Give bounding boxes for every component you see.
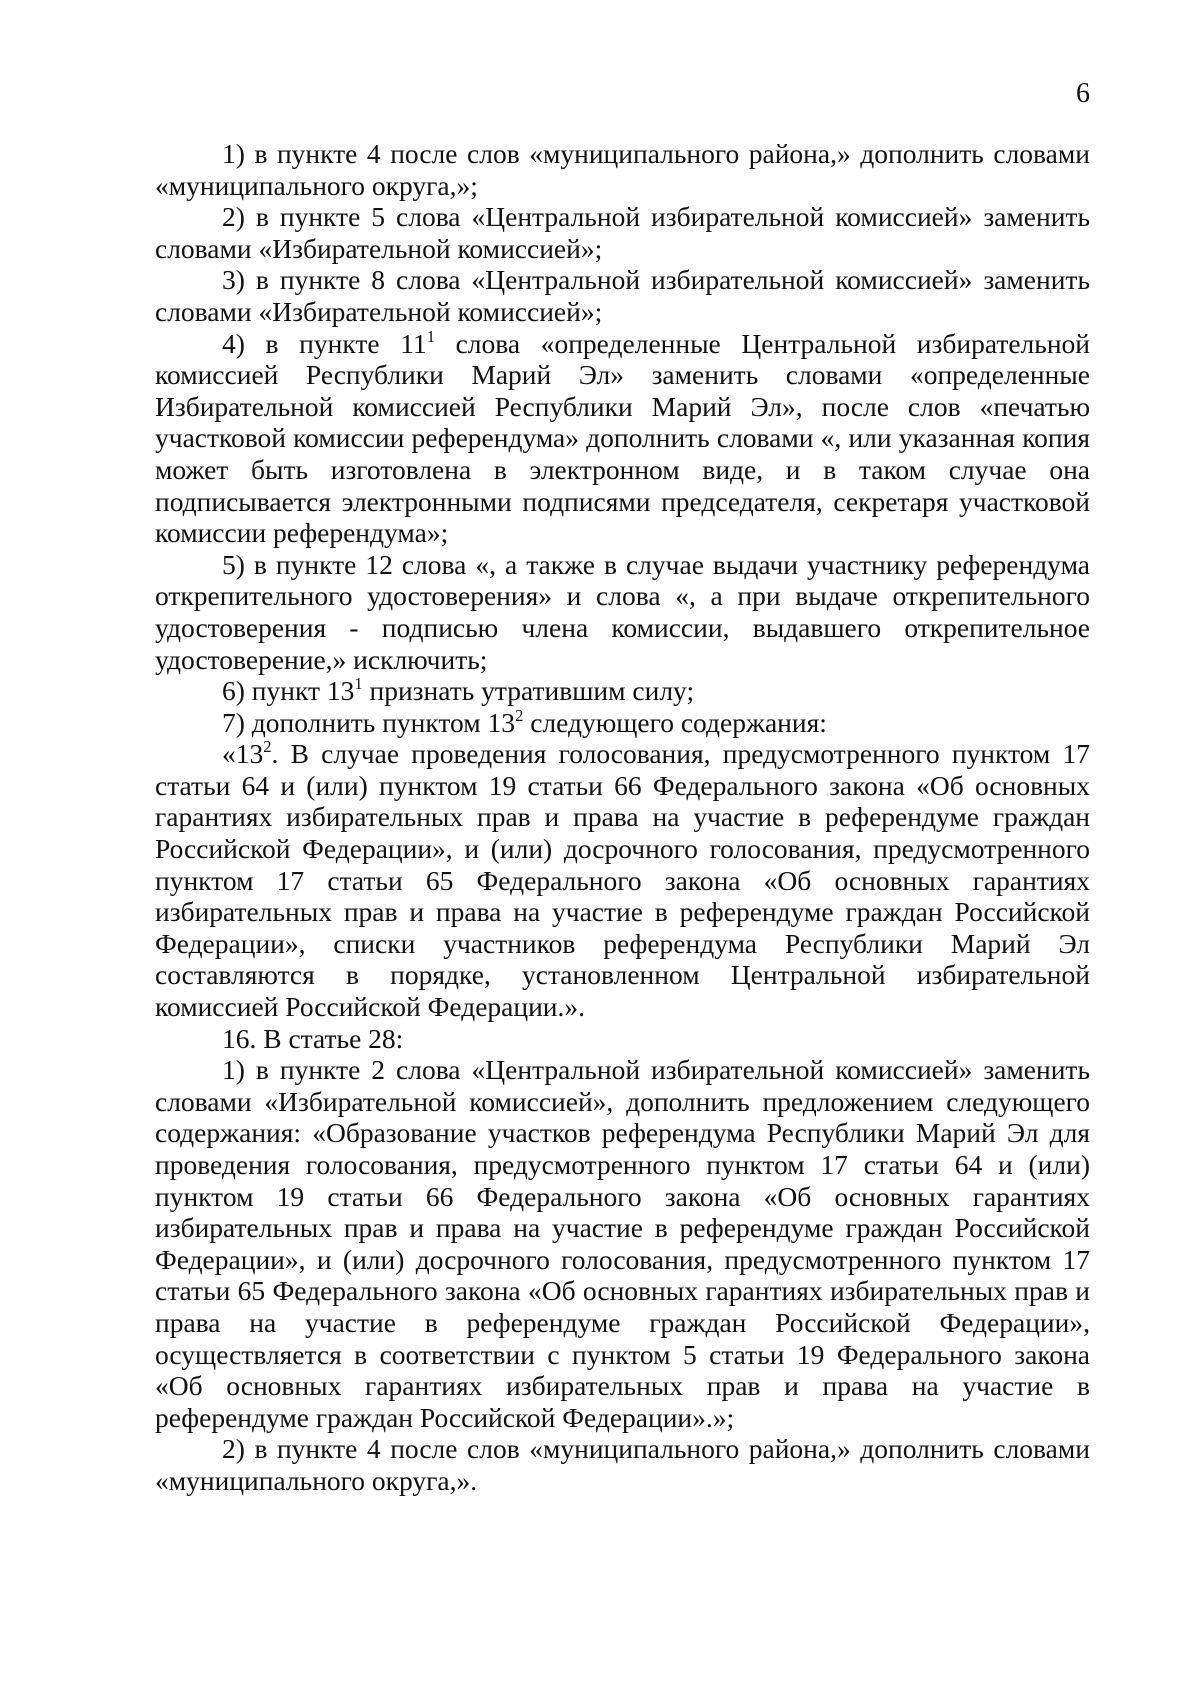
paragraph-7-superscript: 2 [515,705,524,725]
paragraph-3: 3) в пункте 8 слова «Центральной избирательной комиссией» заменить словами «Избирательной комиссией»; [155,264,1090,327]
paragraph-8-superscript: 2 [263,737,272,757]
document-body [155,138,1090,1497]
paragraph-7-before: 7) дополнить пунктом 13 [222,706,516,738]
paragraph-2: 2) в пункте 5 слова «Центральной избирательной комиссией» заменить словами «Избирательной комиссией»; [155,201,1090,264]
paragraph-6-before: 6) пункт 13 [222,675,355,707]
paragraph-10: 1) в пункте 2 слова «Центральной избирательной комиссией» заменить словами «Избирательной комиссией», дополнить предложением следующего содержания: «Образование участков референдума Республики Марий Эл для проведения голосования, предусмотренного пунктом 17 статьи 64 и (или) пунктом 19 статьи 66 Федерального закона «Об основных гарантиях избирательных прав и права на участие в референдуме граждан Российской Федерации», и (или) досрочного голосования, предусмотренного пунктом 17 статьи 65 Федерального закона «Об основных гарантиях избирательных прав и права на участие в референдуме граждан Российской Федерации», осуществляется в соответствии с пунктом 5 статьи 19 Федерального закона «Об основных гарантиях избирательных прав и права на участие в референдуме граждан Российской Федерации».»; [155,1054,1090,1433]
paragraph-6-after: признать утратившим силу; [362,675,695,707]
paragraph-1: 1) в пункте 4 после слов «муниципального района,» дополнить словами «муниципального округа,»; [155,138,1090,201]
paragraph-11: 2) в пункте 4 после слов «муниципального района,» дополнить словами «муниципального округа,». [155,1433,1090,1496]
paragraph-6-superscript: 1 [354,674,363,694]
paragraph-4-after: слова «определенные Центральной избирательной комиссией Республики Марий Эл» заменить словами «определенные Избирательной комиссией Республики Марий Эл», после слов «печатью участковой комиссии референдума» дополнить словами «, или указанная копия может быть изготовлена в электронном виде, и в таком случае она подписывается электронными подписями председателя, секретаря участковой комиссии референдума»; [155,327,1091,549]
paragraph-8-before: «13 [222,738,264,770]
paragraph-8-quoted-text [155,738,1090,1022]
paragraph-7-after: следующего содержания: [523,706,827,738]
paragraph-4-superscript: 1 [426,326,435,346]
paragraph-5: 5) в пункте 12 слова «, а также в случае выдачи участнику референдума открепительного удостоверения» и слова «, а при выдаче открепительного удостоверения - подписью члена комиссии, выдавшего открепительное удостоверение,» исключить; [155,548,1090,675]
paragraph-8-after: . В случае проведения голосования, предусмотренного пунктом 17 статьи 64 и (или) пунктом 19 статьи 66 Федерального закона «Об основных гарантиях избирательных прав и права на участие в референдуме граждан Российской Федерации», и (или) досрочного голосования, предусмотренного пунктом 17 статьи 65 Федерального закона «Об основных гарантиях избирательных прав и права на участие в референдуме граждан Российской Федерации», списки участников референдума Республики Марий Эл составляются в порядке, установленном Центральной избирательной комиссией Российской Федерации.». [155,738,1090,1023]
paragraph-7 [155,707,1090,739]
page-number: 6 [1076,78,1090,109]
paragraph-4-before: 4) в пункте 11 [222,327,427,359]
paragraph-4 [155,328,1090,549]
paragraph-6 [155,675,1090,707]
section-heading-16: 16. В статье 28: [222,1022,404,1054]
